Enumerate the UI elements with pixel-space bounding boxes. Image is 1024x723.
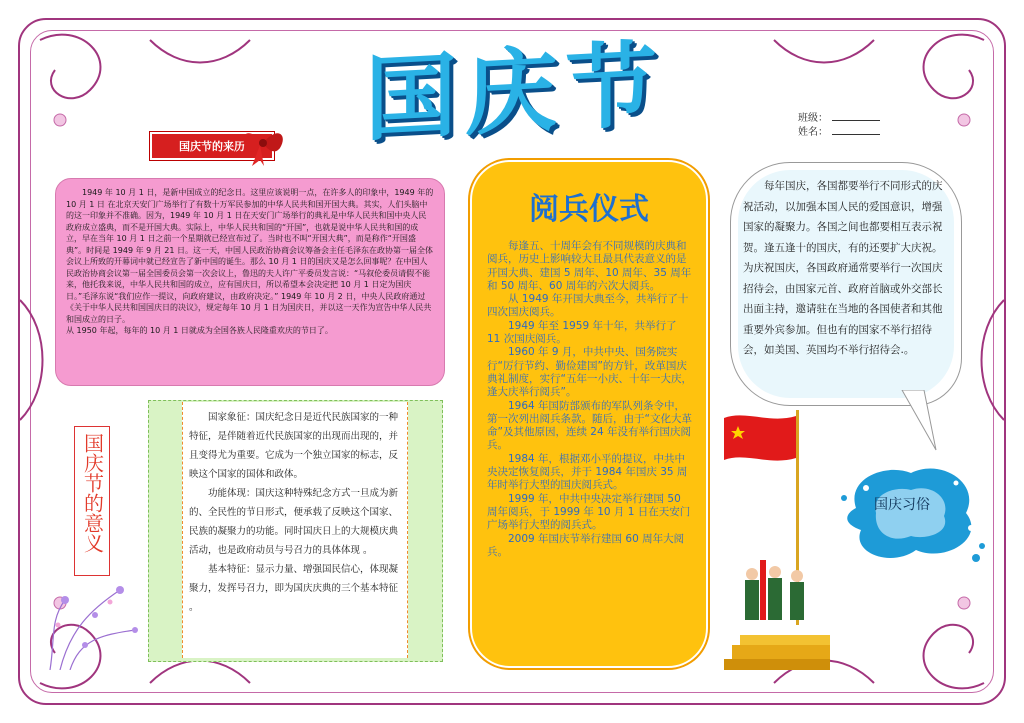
parade-paragraph: 从 1949 年开国大典至今，共举行了十四次国庆阅兵。 [487,293,689,319]
origin-paragraph: 从 1950 年起，每年的 10 月 1 日就成为全国各族人民隆重欢庆的节日了。 [66,326,333,335]
meaning-text-area [182,402,408,658]
parade-paragraph: 1964 年国防部颁布的军队列条令中，第一次列出阅兵条款。随后，由于“文化大革命”及其他原因，连续 24 年没有举行国庆阅兵。 [487,399,692,452]
class-label: 班级： [798,113,828,124]
parade-paragraph: 1999 年，中共中央决定举行建国 50 周年阅兵，于 1999 年 10 月 1 日在天安门广场举行大型的阅兵式。 [487,492,691,532]
parade-paragraph: 2009 年国庆节举行建国 60 周年大阅兵。 [487,532,685,558]
customs-label: 国庆习俗 [874,497,930,513]
customs-paragraph: 每年国庆，各国都要举行不同形式的庆祝活动，以加强本国人民的爱国意识，增强国家的凝聚力。各国之间也都要相互表示祝贺。逢五逢十的国庆，有的还要扩大庆祝。为庆祝国庆，各国政府通常要举行一次国庆招待会，由国家元首、政府首脑或外交部长出面主持，邀请驻在当地的各国使者和其他重要外宾参加。但也有的国家不举行招待会，如美国、英国均不举行招待会.。 [743,180,943,356]
flag-guards-icon [720,410,830,670]
class-info [798,112,880,140]
ribbon-knot-icon [238,120,288,166]
flower-decoration-icon [40,540,150,670]
meaning-paragraph: 功能体现：国庆这种特殊纪念方式一旦成为新的、全民性的节日形式，便承载了反映这个国家、民族的凝聚力的功能。同时国庆日上的大规模庆典活动，也是政府动员与号召力的具体体现 。 [189,488,399,556]
parade-title: 阅兵仪式 [529,192,649,227]
meaning-vertical-text: 国庆节的意义 [80,433,105,553]
parade-text [487,240,692,660]
parade-paragraph: 1949 年至 1959 年十年，共举行了 11 次国庆阅兵。 [487,319,677,346]
name-input-line [832,134,880,135]
parade-paragraph: 1984 年，根据邓小平的提议，中共中央决定恢复阅兵，并于 1984 年国庆 35 周年时举行大型的国庆阅兵式。 [487,452,688,492]
origin-ribbon-label: 国庆节的来历 [150,132,274,160]
parade-paragraph: 每逢五、十周年会有不同规模的庆典和阅兵，历史上影响较大且最具代表意义的是开国大典、建国 5 周年、10 周年、35 周年和 50 周年、60 周年的六次大阅兵。 [487,240,692,292]
parade-paragraph: 1960 年 9 月，中共中央、国务院实行“厉行节约、勤俭建国”的方针，改革国庆典礼制度，实行“五年一小庆、十年一大庆，逢大庆举行阅兵”。 [487,346,692,399]
class-input-line [832,120,880,121]
page-title: 国庆节 [364,30,665,154]
customs-text [743,176,943,396]
origin-paragraph: 1949 年 10 月 1 日，是新中国成立的纪念日。这里应该说明一点，在许多人的印象中，1949 年的 10 月 1 日 在北京天安门广场举行了有数十万军民参加的中华人民共和国开国大典。其实，人们头脑中的这一印象并不准确。因为，1949 年 10 月 1 日在天安门广场举行的典礼是中华人民共和国中央人民政府成立盛典，而不是开国大典。实际上，中华人民共和国的“开国”，也就是说中华人民共和国的成立，早在当年 10 月 1 日之前一个星期就已经宣布过了。当时也不叫“开国大典”，而是称作“开国盛典”。时间是 1949 年 9 月 21 日。这一天，中国人民政治协商会议筹备会主任毛泽东在政协第一届全体会议上所致的开幕词中就已经宣告了新中国的诞生。那么 10 月 1 日的国庆又是怎么回事呢？在中国人民政治协商会议第一届全国委员会第一次会议上，鲁迅的夫人许广平委员发言说：“马叙伦委员请假不能来，他托我来说，中华人民共和国的成立，应有国庆日，所以希望本会决定把 10 月 1 日定为国庆日。”毛泽东说“我们应作一提议，向政府建议，由政府决定。” 1949 年 10 月 2 日，中央人民政府通过《关于中华人民共和国国庆日的决议》，规定每年 10 月 1 日为国庆日，并以这一天作为宣告中华人民共和国成立的日子。 [66,188,434,324]
bubble-tail-icon [900,390,940,452]
meaning-paragraph: 基本特征：显示力量、增强国民信心，体现凝聚力，发挥号召力，即为国庆庆典的三个基本特征 。 [189,564,399,613]
meaning-paragraph: 国家象征：国庆纪念日是近代民族国家的一种特征，是伴随着近代民族国家的出现而出现的，并且变得尤为重要。它成为一个独立国家的标志，反映这个国家的国体和政体。 [189,412,399,480]
name-label: 姓名： [798,127,828,138]
origin-panel [55,178,445,386]
